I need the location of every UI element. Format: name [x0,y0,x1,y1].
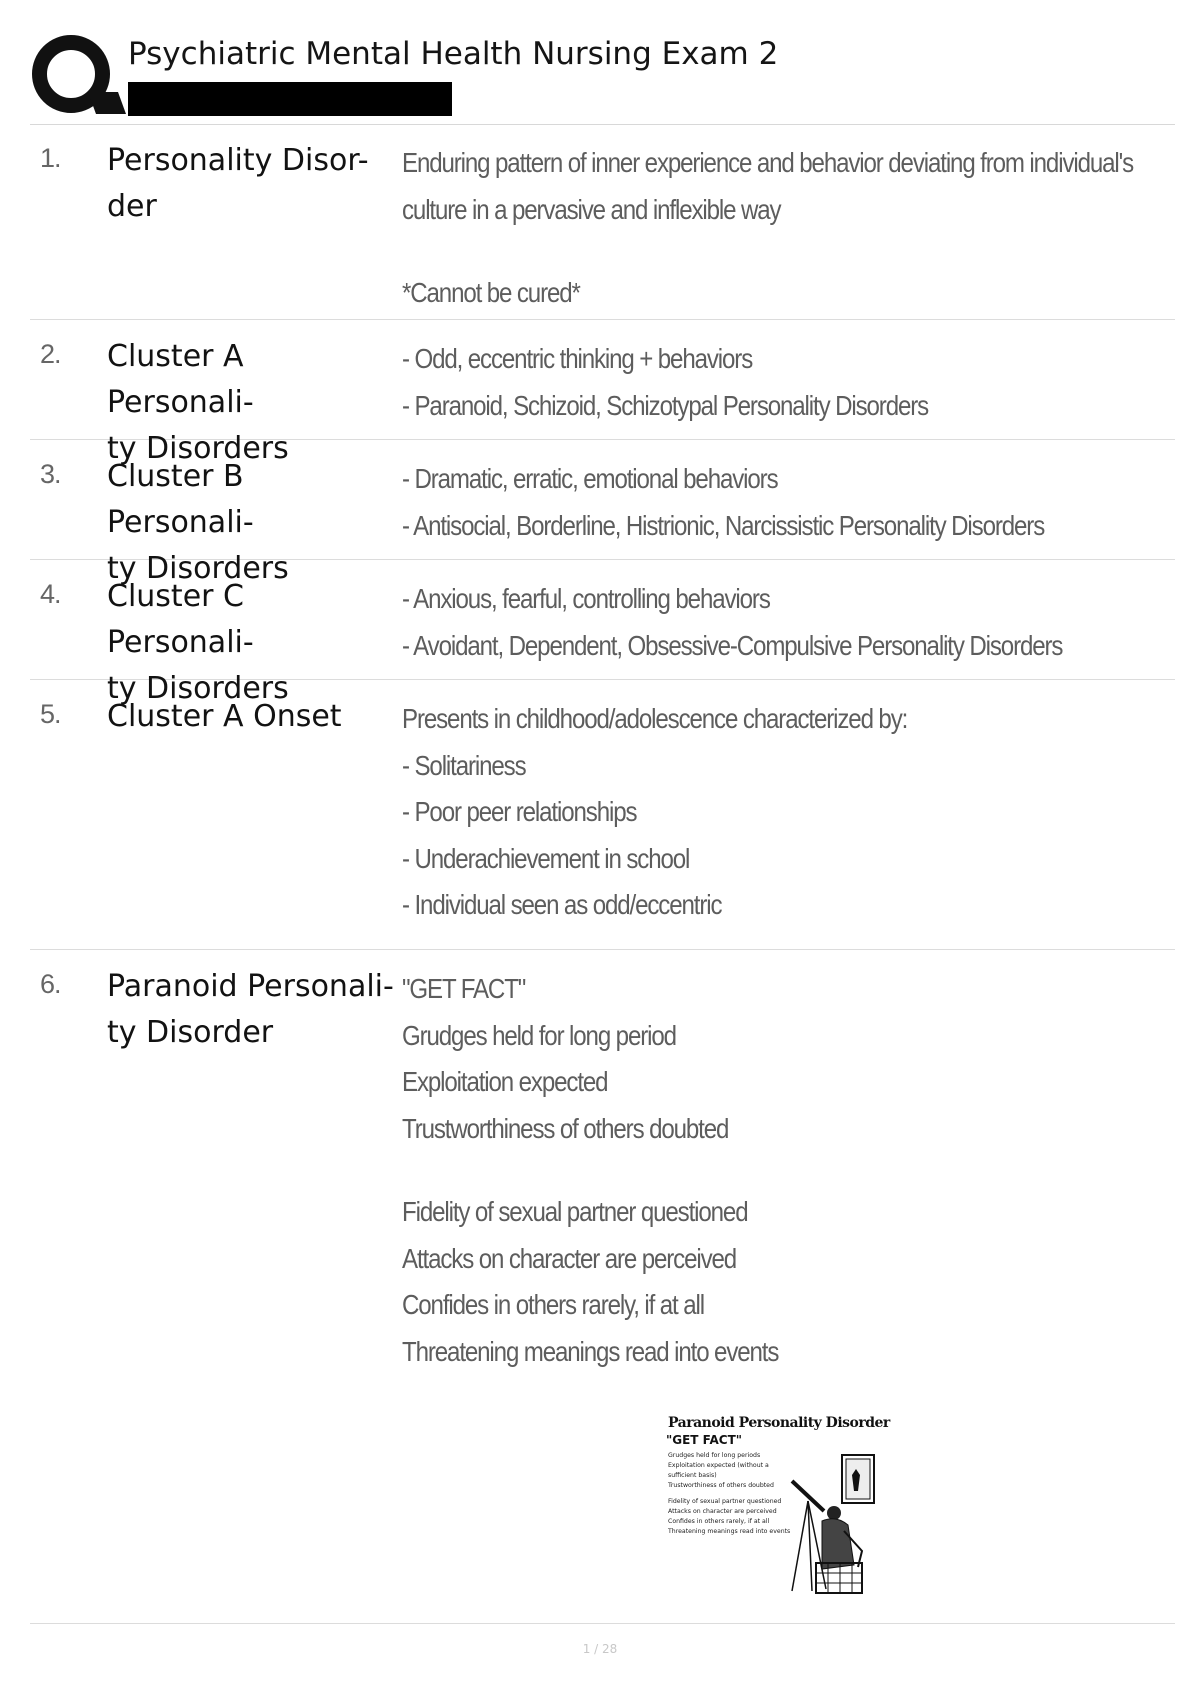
definition-line: - Anxious, fearful, controlling behaviors [402,583,770,614]
footer-divider [30,1623,1175,1624]
card-term [107,138,397,230]
term-line: Cluster A Personali- [107,339,254,420]
flashcard-row [30,950,1175,1623]
flashcard-row [30,124,1175,320]
definition-line: Enduring pattern of inner experience and behavior deviating from individual's [402,147,1134,178]
definition-line: - Solitariness [402,749,526,781]
card-term [107,964,397,1056]
term-line: Paranoid Personali- [107,969,394,1004]
definition-line: "GET FACT" [402,973,526,1004]
term-line: der [107,189,157,224]
definition-line: - Poor peer relationships [402,796,637,827]
definition-line: *Cannot be cured* [402,277,580,308]
definition-line: Presents in childhood/adolescence characterized by: [402,703,908,734]
card-definition [402,336,1064,429]
card-definition [402,140,1134,317]
figure-text [668,1451,798,1537]
paranoid-illustration-icon [782,1451,882,1601]
flashcard-row [30,560,1175,706]
figure-line: Trustworthiness of others doubted [668,1482,774,1489]
flashcard-row [30,440,1175,586]
definition-line: Trustworthiness of others doubted [402,1112,729,1144]
figure-line: Exploitation expected (without a sufficient basis) [668,1462,769,1479]
flashcard-row [30,680,1175,950]
figure-title: Paranoid Personality Disorder [668,1415,890,1431]
definition-line: Confides in others rarely, if at all [402,1289,704,1320]
redacted-author-bar [128,82,452,116]
definition-spacer [402,1152,1064,1189]
term-line: Cluster C Personali- [107,579,254,660]
definition-line: Threatening meanings read into events [402,1335,779,1367]
figure-line: Threatening meanings read into events [668,1528,791,1535]
definition-line: - Dramatic, erratic, emotional behaviors [402,463,778,494]
figure-line: Fidelity of sexual partner questioned [668,1498,782,1505]
definition-spacer [402,233,1064,270]
term-line: Cluster A Onset [107,699,342,734]
logo-tail [88,92,126,114]
card-definition [402,576,1064,669]
figure-line: Attacks on character are perceived [668,1508,777,1515]
paranoid-mnemonic-image [632,1413,890,1599]
term-line: Personality Disor- [107,143,369,178]
definition-line: - Antisocial, Borderline, Histrionic, Narcissistic Personality Disorders [402,509,1045,541]
figure-line: Confides in others rarely, if at all [668,1518,770,1525]
card-definition [402,966,1064,1375]
figure-subtitle: "GET FACT" [666,1433,743,1447]
term-line: ty Disorders [107,671,289,706]
term-line: ty Disorder [107,1015,274,1050]
card-number: 2. [40,339,61,369]
definition-line: Exploitation expected [402,1066,608,1097]
term-line: Cluster B Personali- [107,459,254,540]
card-number: 5. [40,699,61,729]
definition-line: Fidelity of sexual partner questioned [402,1196,748,1227]
card-definition [402,696,1064,929]
document-title: Psychiatric Mental Health Nursing Exam 2 [128,36,779,72]
flashcard-list [30,124,1175,1623]
card-number: 3. [40,459,61,489]
term-line: ty Disorders [107,431,289,466]
card-number: 6. [40,969,61,999]
term-line: ty Disorders [107,551,289,586]
card-term [107,694,397,740]
figure-line: Grudges held for long periods [668,1452,761,1459]
card-definition [402,456,1064,549]
definition-line: culture in a pervasive and inflexible way [402,193,781,225]
definition-line: - Paranoid, Schizoid, Schizotypal Personality Disorders [402,389,929,421]
card-number: 4. [40,579,61,609]
definition-line: Grudges held for long period [402,1019,676,1051]
card-number: 1. [40,143,61,173]
definition-line: Attacks on character are perceived [402,1242,737,1274]
document-header [30,30,1175,125]
definition-line: - Avoidant, Dependent, Obsessive-Compulsive Personality Disorders [402,629,1063,661]
page-indicator: 1 / 28 [582,1642,618,1656]
definition-line: - Odd, eccentric thinking + behaviors [402,343,753,374]
definition-line: - Underachievement in school [402,842,690,874]
flashcard-row [30,320,1175,466]
definition-line: - Individual seen as odd/eccentric [402,889,722,920]
